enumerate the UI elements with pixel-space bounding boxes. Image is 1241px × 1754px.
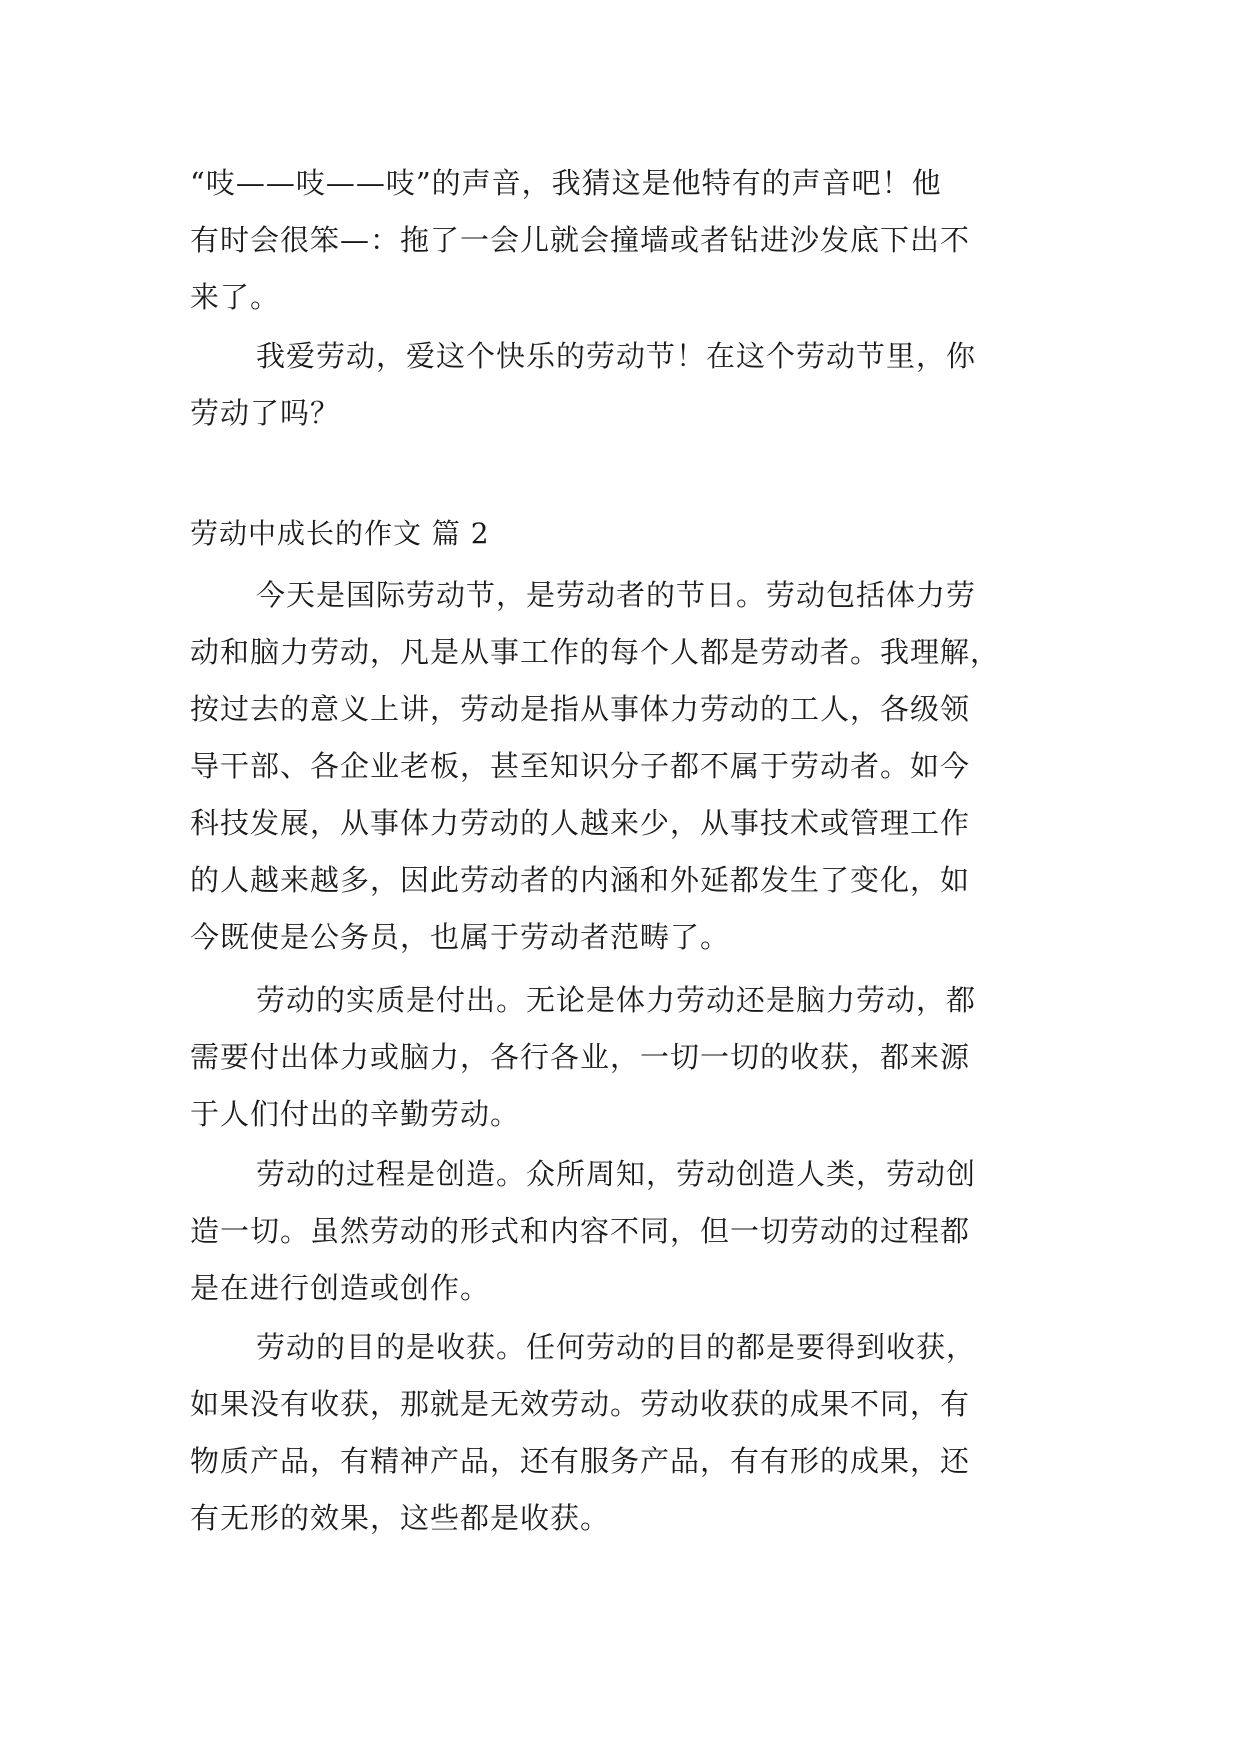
body-paragraph — [190, 1319, 1052, 1547]
text-line: 今既使是公务员，也属于劳动者范畴了。 — [190, 920, 731, 954]
text-line: 来了。 — [190, 280, 281, 314]
text-line: 劳动的实质是付出。无论是体力劳动还是脑力劳动，都 — [256, 983, 977, 1017]
text-line: 按过去的意义上讲，劳动是指从事体力劳动的工人，各级领 — [190, 692, 971, 726]
text-line: 造一切。虽然劳动的形式和内容不同，但一切劳动的过程都 — [190, 1214, 971, 1248]
text-line: 是在进行创造或创作。 — [190, 1271, 491, 1305]
text-line: 有时会很笨—：拖了一会儿就会撞墙或者钻进沙发底下出不 — [190, 223, 971, 257]
body-paragraph — [190, 972, 1052, 1143]
text-line: “吱——吱——吱”的声音，我猜这是他特有的声音吧！他 — [190, 166, 942, 200]
text-line: 今天是国际劳动节，是劳动者的节日。劳动包括体力劳 — [256, 578, 977, 612]
text-line: 导干部、各企业老板，甚至知识分子都不属于劳动者。如今 — [190, 749, 971, 783]
text-line: 如果没有收获，那就是无效劳动。劳动收获的成果不同，有 — [190, 1387, 971, 1421]
text-line: 科技发展，从事体力劳动的人越来少，从事技术或管理工作 — [190, 806, 971, 840]
text-line: 有无形的效果，这些都是收获。 — [190, 1501, 611, 1535]
body-paragraph — [190, 1146, 1052, 1317]
section-title: 劳动中成长的作文 篇 2 — [190, 517, 490, 550]
closing-paragraph — [190, 328, 1052, 442]
text-line: 劳动了吗？ — [190, 396, 341, 430]
text-line: 动和脑力劳动，凡是从事工作的每个人都是劳动者。我理解， — [190, 635, 1001, 669]
intro-paragraph — [190, 155, 1052, 326]
text-line: 我爱劳动，爱这个快乐的劳动节！在这个劳动节里，你 — [256, 339, 977, 373]
text-line: 的人越来越多，因此劳动者的内涵和外延都发生了变化，如 — [190, 863, 971, 897]
body-paragraph — [190, 567, 1052, 966]
text-line: 物质产品，有精神产品，还有服务产品，有有形的成果，还 — [190, 1444, 971, 1478]
text-line: 需要付出体力或脑力，各行各业，一切一切的收获，都来源 — [190, 1040, 971, 1074]
text-line: 劳动的目的是收获。任何劳动的目的都是要得到收获， — [256, 1330, 977, 1364]
text-line: 于人们付出的辛勤劳动。 — [190, 1097, 521, 1131]
text-line: 劳动的过程是创造。众所周知，劳动创造人类，劳动创 — [256, 1157, 977, 1191]
